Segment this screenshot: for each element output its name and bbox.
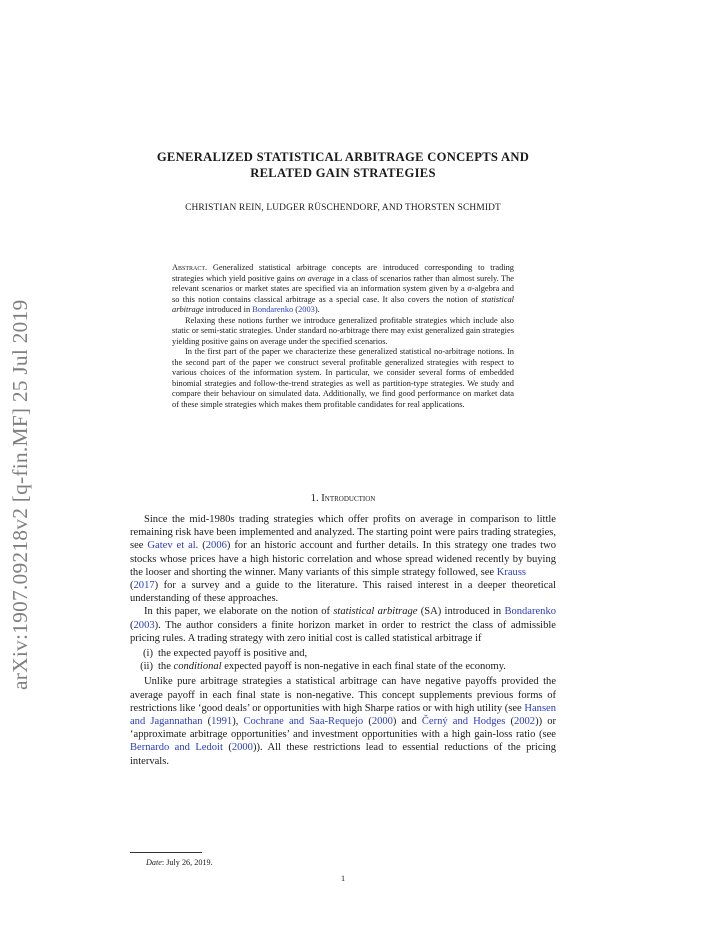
citation-link-krauss[interactable]: Krauss xyxy=(496,566,527,578)
citation-year-link[interactable]: 2006 xyxy=(205,540,227,552)
citation-link-bondarenko[interactable]: Bondarenko xyxy=(504,606,556,618)
arxiv-identifier-stamp: arXiv:1907.09218v2 [q-fin.MF] 25 Jul 2019 xyxy=(8,299,32,690)
abstract-paragraph-2: Relaxing these notions further we introduce generalized profitable strategies which include also static or semi-static strategies. Under standard no-arbitrage there may exist generalized gain strategies yielding positive gains on average under the specified scenarios. xyxy=(172,315,514,346)
section-heading xyxy=(130,493,556,504)
definition-list xyxy=(130,647,556,673)
citation-year-link[interactable]: 2017 xyxy=(133,580,155,592)
list-item-label: (ii) xyxy=(140,661,153,673)
section-title: Introduction xyxy=(321,493,376,504)
citation-link-hansen[interactable]: Hansen and Jagannathan xyxy=(130,702,557,728)
citation-year-link[interactable]: 2003 xyxy=(298,305,315,314)
citation-year-link[interactable]: 2003 xyxy=(133,619,155,631)
citation-link-gatev[interactable]: Gatev et al. xyxy=(147,540,199,552)
abstract-label: Abstract. xyxy=(172,263,208,272)
citation-link-bernardo[interactable]: Bernardo and Ledoit xyxy=(130,742,223,754)
abstract-paragraph-1: Abstract. Generalized statistical arbitrage concepts are introduced corresponding to trading strategies which yield positive gains on average in a class of scenarios rather than almost surely. The relevant scenarios or market states are specified via an information system given by a σ-algebra and so this notion contains classical arbitrage as a special case. It also covers the notion of statistical arbitrage introduced in Bondarenko (2003). xyxy=(172,263,515,314)
citation-link-cerny[interactable]: Černý and Hodges xyxy=(421,716,506,728)
citation-year-link[interactable]: 2000 xyxy=(371,716,393,728)
section-number: 1. xyxy=(310,493,319,504)
citation-year-link[interactable]: 2002 xyxy=(513,716,536,728)
citation-link-bondarenko[interactable]: Bondarenko xyxy=(252,305,294,314)
paper-title-line-2: RELATED GAIN STRATEGIES xyxy=(250,166,436,180)
intro-paragraph-2: In this paper, we elaborate on the notion of statistical arbitrage (SA) introduced in Bondarenko (2003). The author considers a finite horizon market in order to restrict the class of admissible pricing rules. A trading strategy with zero initial cost is called statistical arbitrage if xyxy=(130,606,556,644)
intro-paragraph-1: Since the mid-1980s trading strategies which offer profits on average in comparison to little remaining risk have been implemented and analyzed. The starting point were pairs trading strategies, see Gatev et al. (2006) for an historic account and further details. In this strategy one trades two stocks whose prices have a high historic correlation and whose spread widened recently by buying the looser and shorting the winner. Many variants of this simple strategy followed, see Krauss (2017) for a survey and a guide to the literature. This raised interest in a deeper theoretical understanding of these approaches. xyxy=(130,514,556,605)
intro-paragraph-3: Unlike pure arbitrage strategies a statistical arbitrage can have negative payoffs provided the average payoff in each final state is non-negative. This concept supplements previous forms of restrictions like ‘good deals’ or opportunities with high Sharpe ratios or with high utility (see Hansen and Jagannathan (1991), Cochrane and Saa-Requejo (2000) and Černý and Hodges (2002)) or ‘approximate arbitrage opportunities’ and investment opportunities with a high gain-loss ratio (see Bernardo and Ledoit (2000)). All these restrictions lead to essential reductions of the pricing intervals. xyxy=(130,676,557,767)
citation-year-link[interactable]: 2000 xyxy=(231,742,253,754)
footnote-rule xyxy=(130,852,202,853)
page-number: 1 xyxy=(340,874,346,883)
list-item: (ii) the conditional expected payoff is non-negative in each final state of the economy. xyxy=(130,660,556,673)
abstract-paragraph-3: In the first part of the paper we characterize these generalized statistical no-arbitrage notions. In the second part of the paper we construct several profitable generalized strategies with respect to various choices of the information system. In particular, we consider several forms of embedded binomial strategies and follow-the-trend strategies as well as partition-type strategies. We study and compare their behaviour on simulated data. Additionally, we find good performance on market data of these simple strategies which makes them profitable candidates for real applications. xyxy=(172,347,514,409)
citation-year-link[interactable]: 1991 xyxy=(211,716,233,728)
abstract xyxy=(172,263,514,410)
introduction-body xyxy=(130,513,556,768)
author-list: CHRISTIAN REIN, LUDGER RÜSCHENDORF, AND THORSTEN SCHMIDT xyxy=(185,203,501,213)
list-item-label: (i) xyxy=(143,648,153,660)
list-item: (i) the expected payoff is positive and, xyxy=(130,647,556,660)
paper-title xyxy=(130,149,556,181)
citation-link-cochrane[interactable]: Cochrane and Saa-Requejo xyxy=(243,716,364,728)
footnote-date: Date: July 26, 2019. xyxy=(146,858,213,867)
paper-title-line-1: GENERALIZED STATISTICAL ARBITRAGE CONCEPTS AND xyxy=(156,150,530,164)
